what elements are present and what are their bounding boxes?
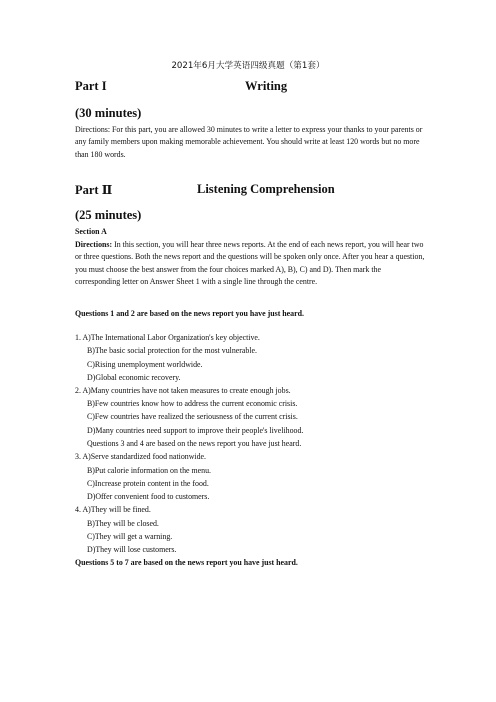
question-4-option-a: 4. A)They will be fined.: [75, 505, 151, 514]
question-3-option-a: 3. A)Serve standardized food nationwide.: [75, 452, 207, 461]
part1-title: Writing: [245, 79, 288, 93]
section-a-label: Section A: [75, 227, 107, 236]
question-2-option-d: D)Many countries need support to improve their people's livelihood.: [87, 426, 304, 435]
part2-minutes: (25 minutes): [75, 208, 142, 222]
question-2-option-a: 2. A)Many countries have not taken measures to create enough jobs.: [75, 386, 291, 395]
part2-title: Listening Comprehension: [197, 182, 335, 196]
question-4-option-c: C)They will get a warning.: [87, 532, 173, 541]
instruction-q1-2: Questions 1 and 2 are based on the news report you have just heard.: [75, 309, 304, 318]
question-1-option-c: C)Rising unemployment worldwide.: [87, 360, 203, 369]
question-1-option-d: D)Global economic recovery.: [87, 373, 181, 382]
part2-directions: [75, 239, 427, 289]
directions-label: Directions:: [75, 240, 113, 249]
instruction-q3-4: Questions 3 and 4 are based on the news report you have just heard.: [87, 439, 302, 448]
part1-directions: Directions: For this part, you are allowed 30 minutes to write a letter to express your thanks to your parents or any family members upon making memorable achievement. You should write at least 120 words but no more than 180 words.: [75, 125, 423, 159]
question-4-option-d: D)They will lose customers.: [87, 545, 177, 554]
part2-label: Part Ⅱ: [75, 183, 113, 197]
page-header: 2021年6月大学英语四级真题（第1套）: [171, 61, 325, 71]
part1-label: Part I: [75, 79, 107, 93]
question-1-option-a: 1. A)The International Labor Organization's key objective.: [75, 333, 260, 342]
question-2-option-c: C)Few countries have realized the seriousness of the current crisis.: [87, 412, 298, 421]
part1-minutes: (30 minutes): [75, 106, 142, 120]
instruction-q5-7: Questions 5 to 7 are based on the news report you have just heard.: [75, 558, 298, 567]
question-3-option-b: B)Put calorie information on the menu.: [87, 466, 212, 475]
question-2-option-b: B)Few countries know how to address the current economic crisis.: [87, 399, 298, 408]
directions-text: In this section, you will hear three news reports. At the end of each news report, you will hear two or three questions. Both the news report and the questions will be spoken only once. After you hear a question, you must choose the best answer from the four choices marked A), B), C) and D). Then mark the corresponding letter on Answer Sheet 1 with a single line through the centre.: [75, 240, 425, 287]
question-4-option-b: B)They will be closed.: [87, 519, 159, 528]
question-1-option-b: B)The basic social protection for the most vulnerable.: [87, 346, 258, 355]
question-3-option-d: D)Offer convenient food to customers.: [87, 492, 210, 501]
question-3-option-c: C)Increase protein content in the food.: [87, 479, 209, 488]
